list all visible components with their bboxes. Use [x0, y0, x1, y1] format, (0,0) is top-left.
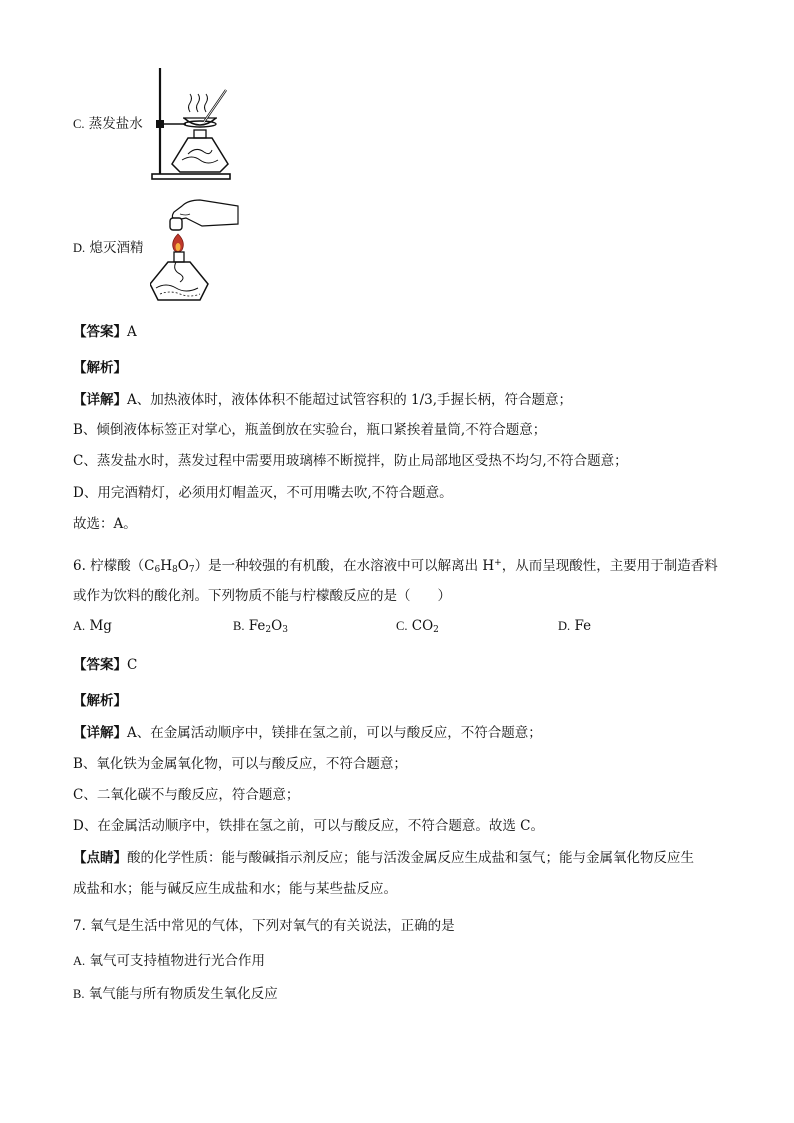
point-text: 酸的化学性质：能与酸碱指示剂反应；能与活泼金属反应生成盐和氢气；能与金属氧化物反应生: [127, 850, 694, 866]
q5-analysis-heading: [73, 358, 127, 378]
subscript: 2: [265, 625, 272, 635]
point-tag: 【点睛】: [73, 850, 127, 866]
answer-value: A: [127, 324, 137, 340]
option-d-label: D.: [73, 241, 86, 255]
option-text: Fe: [248, 618, 266, 634]
q6-stem-line-1: [73, 553, 718, 580]
option-text: Fe: [574, 618, 592, 634]
analysis-tag: 【解析】: [73, 693, 127, 709]
q7-stem: 7. 氧气是生活中常见的气体，下列对氧气的有关说法，正确的是: [73, 918, 455, 934]
q6-answer: [73, 655, 137, 675]
answer-tag: 【答案】: [73, 657, 127, 673]
option-label: B.: [73, 987, 85, 1001]
q5-conclusion: 故选：A。: [73, 516, 137, 532]
analysis-tag: 【解析】: [73, 360, 127, 376]
detail-tag: 【详解】: [73, 392, 127, 408]
q5-answer: [73, 322, 137, 342]
q5-detail-line-1: [73, 390, 572, 410]
option-c: [73, 114, 143, 134]
q6-detail-line-4: D、在金属活动顺序中，铁排在氢之前，可以与酸反应，不符合题意。故选 C。: [73, 818, 544, 834]
q6-analysis-heading: [73, 691, 127, 711]
detail-tag: 【详解】: [73, 725, 127, 741]
option-c-label: C.: [73, 117, 85, 131]
q6-stem-text: O: [177, 558, 189, 574]
subscript: 2: [433, 625, 439, 635]
q6-stem-line-2: 或作为饮料的酸化剂。下列物质不能与柠檬酸反应的是（ ）: [73, 588, 451, 604]
q6-option-d: [558, 618, 591, 634]
option-label: B.: [233, 619, 245, 633]
option-text: O: [271, 618, 283, 634]
evaporation-apparatus-icon: [148, 66, 238, 182]
option-d-text: 熄灭酒精: [89, 240, 144, 256]
superscript: +: [494, 558, 502, 568]
option-label: A.: [73, 954, 86, 968]
answer-value: C: [127, 657, 138, 673]
option-label: C.: [396, 619, 408, 633]
subscript: 6: [154, 565, 161, 575]
q6-detail-line-2: B、氧化铁为金属氧化物，可以与酸反应，不符合题意；: [73, 756, 407, 772]
subscript: 3: [282, 625, 288, 635]
q5-detail-line-3: C、蒸发盐水时，蒸发过程中需要用玻璃棒不断搅拌，防止局部地区受热不均匀,不符合题意；: [73, 453, 628, 469]
option-label: D.: [558, 619, 571, 633]
q6-stem-text: ，从而呈现酸性，主要用于制造香料: [501, 558, 718, 574]
q5-detail-line-2: B、倾倒液体标签正对掌心，瓶盖倒放在实验台，瓶口紧挨着量筒,不符合题意；: [73, 422, 547, 438]
answer-tag: 【答案】: [73, 324, 127, 340]
option-label: A.: [73, 619, 86, 633]
q6-option-b: [233, 618, 288, 635]
q6-stem-text: 6. 柠檬酸（C: [73, 558, 155, 574]
option-text: 氧气能与所有物质发生氧化反应: [88, 986, 278, 1002]
q6-point-line-2: 成盐和水；能与碱反应生成盐和水；能与某些盐反应。: [73, 881, 397, 897]
option-d: [73, 238, 143, 258]
option-c-text: 蒸发盐水: [88, 116, 143, 132]
q6-option-c: [396, 618, 439, 635]
q6-stem-text: H: [160, 558, 173, 574]
q7-option-a: [73, 951, 265, 971]
q6-detail-line-1: [73, 723, 542, 743]
detail-text: A、在金属活动顺序中，镁排在氢之前，可以与酸反应，不符合题意；: [127, 725, 542, 741]
q6-options: [73, 618, 693, 638]
q6-stem-text: ）是一种较强的有机酸，在水溶液中可以解离出 H: [194, 558, 495, 574]
extinguish-alcohol-lamp-icon: [150, 196, 240, 304]
option-text: CO: [411, 618, 434, 634]
q6-option-a: [73, 618, 112, 634]
subscript: 7: [188, 565, 195, 575]
option-text: 氧气可支持植物进行光合作用: [89, 953, 265, 969]
q5-detail-line-4: D、用完酒精灯，必须用灯帽盖灭，不可用嘴去吹,不符合题意。: [73, 485, 453, 501]
detail-text: A、加热液体时，液体体积不能超过试管容积的 1/3,手握长柄，符合题意；: [127, 392, 573, 408]
q7-option-b: [73, 984, 278, 1004]
q6-point-line-1: [73, 848, 694, 868]
subscript: 8: [172, 565, 178, 575]
q6-detail-line-3: C、二氧化碳不与酸反应，符合题意；: [73, 787, 300, 803]
option-text: Mg: [89, 618, 112, 634]
